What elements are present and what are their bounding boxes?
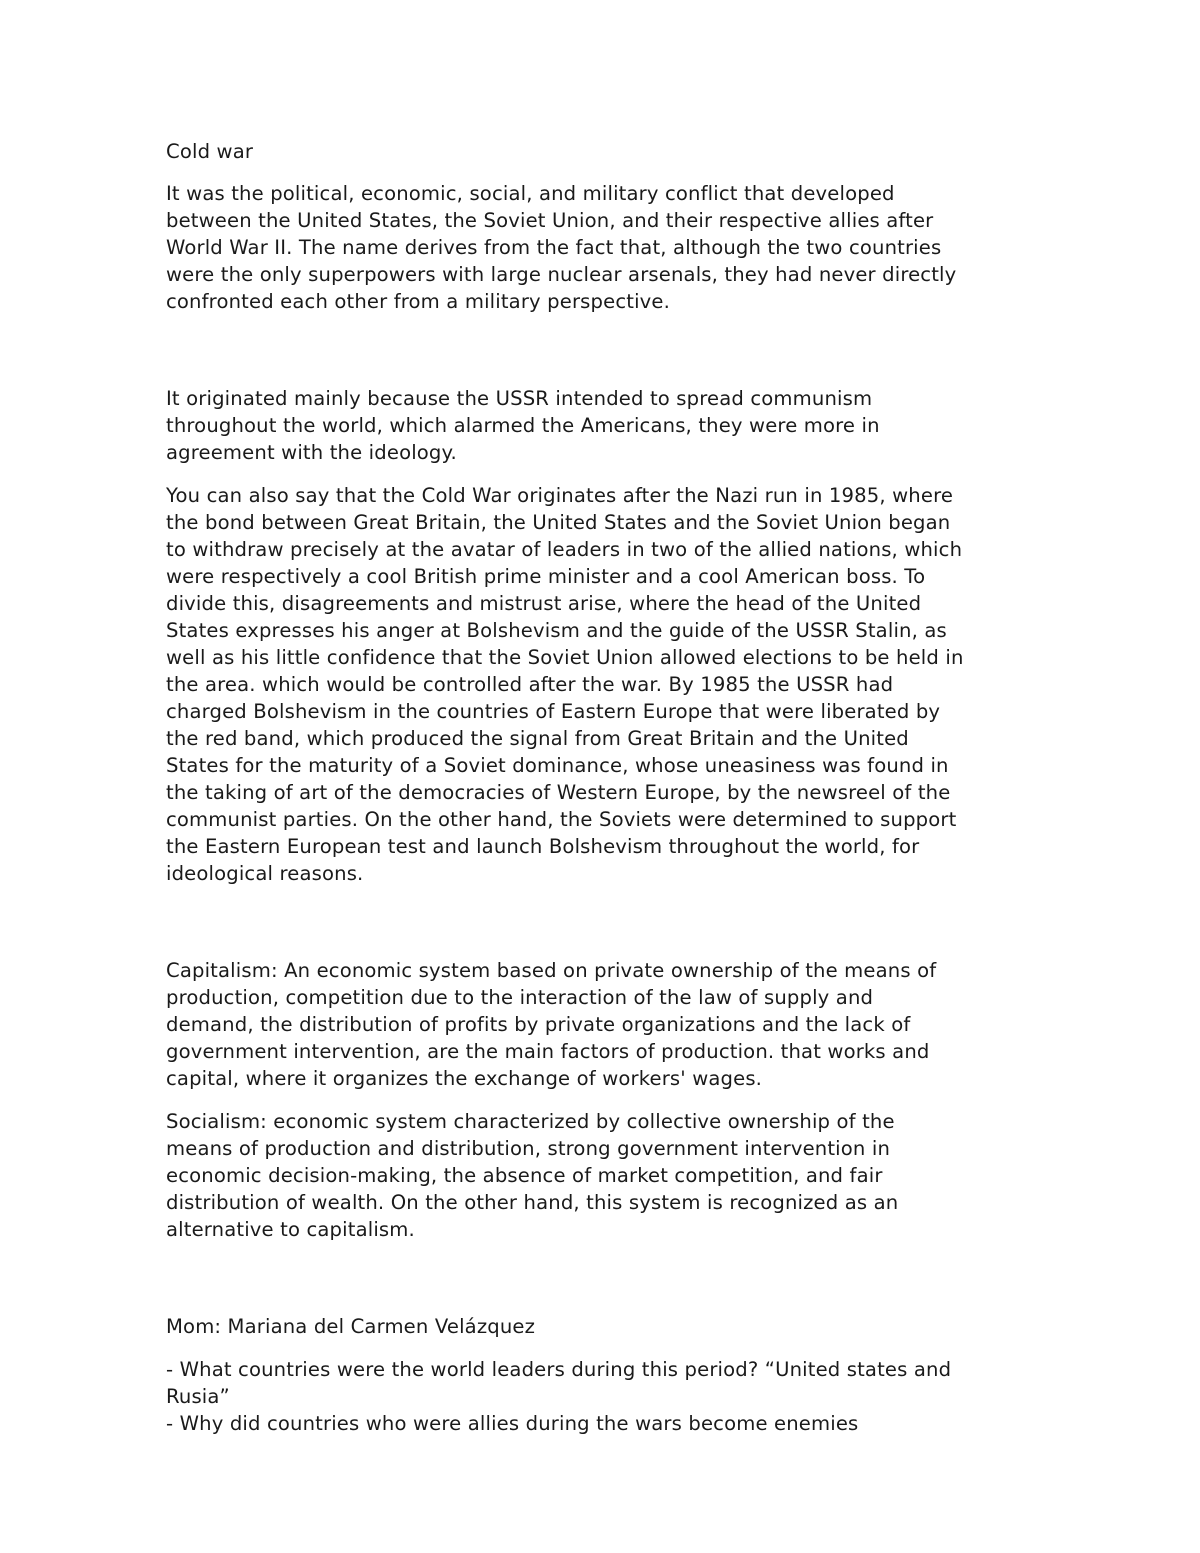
paragraph-line: government intervention, are the main factors of production. that works and <box>166 1040 930 1063</box>
paragraph-line: Socialism: economic system characterized by collective ownership of the <box>166 1110 895 1133</box>
document-title <box>166 138 1046 165</box>
paragraph-line: World War II. The name derives from the fact that, although the two countries <box>166 236 942 259</box>
paragraph-line: were respectively a cool British prime minister and a cool American boss. To <box>166 565 926 588</box>
paragraph-line: charged Bolshevism in the countries of Eastern Europe that were liberated by <box>166 700 941 723</box>
paragraph-line: the Eastern European test and launch Bolshevism throughout the world, for <box>166 835 920 858</box>
paragraph-line: divide this, disagreements and mistrust arise, where the head of the United <box>166 592 922 615</box>
paragraph-line: throughout the world, which alarmed the Americans, they were more in <box>166 414 880 437</box>
paragraph-line: States for the maturity of a Soviet dominance, whose uneasiness was found in <box>166 754 949 777</box>
paragraph-line: were the only superpowers with large nuclear arsenals, they had never directly <box>166 263 957 286</box>
paragraph-line: the red band, which produced the signal from Great Britain and the United <box>166 727 909 750</box>
paragraph-definition <box>166 180 1046 315</box>
paragraph-line: It was the political, economic, social, and military conflict that developed <box>166 182 895 205</box>
paragraph-line: well as his little confidence that the Soviet Union allowed elections to be held in <box>166 646 964 669</box>
paragraph-line: alternative to capitalism. <box>166 1218 415 1241</box>
paragraph-line: confronted each other from a military perspective. <box>166 290 670 313</box>
paragraph-line: the area. which would be controlled after the war. By 1985 the USSR had <box>166 673 894 696</box>
paragraph-line: States expresses his anger at Bolshevism and the guide of the USSR Stalin, as <box>166 619 947 642</box>
paragraph-line: You can also say that the Cold War originates after the Nazi run in 1985, where <box>166 484 954 507</box>
paragraph-socialism <box>166 1108 1046 1243</box>
paragraph-line: the bond between Great Britain, the United States and the Soviet Union began <box>166 511 951 534</box>
paragraph-capitalism <box>166 957 1046 1092</box>
paragraph-line: distribution of wealth. On the other hand, this system is recognized as an <box>166 1191 899 1214</box>
paragraph-line: communist parties. On the other hand, the Soviets were determined to support <box>166 808 957 831</box>
paragraph-interviewee <box>166 1313 1046 1340</box>
paragraph-line: capital, where it organizes the exchange of workers' wages. <box>166 1067 763 1090</box>
paragraph-line: Capitalism: An economic system based on private ownership of the means of <box>166 959 937 982</box>
paragraph-line: agreement with the ideology. <box>166 441 457 464</box>
document-body <box>166 138 1046 1453</box>
question-line: - What countries were the world leaders during this period? “United states and <box>166 1358 952 1381</box>
paragraph-line: economic decision-making, the absence of market competition, and fair <box>166 1164 883 1187</box>
paragraph-line: to withdraw precisely at the avatar of leaders in two of the allied nations, which <box>166 538 963 561</box>
paragraph-line: demand, the distribution of profits by private organizations and the lack of <box>166 1013 911 1036</box>
paragraph-line: It originated mainly because the USSR intended to spread communism <box>166 387 873 410</box>
paragraph-line: ideological reasons. <box>166 862 364 885</box>
question-line: - Why did countries who were allies during the wars become enemies <box>166 1412 859 1435</box>
paragraph-line: the taking of art of the democracies of Western Europe, by the newsreel of the <box>166 781 951 804</box>
paragraph-line: between the United States, the Soviet Union, and their respective allies after <box>166 209 934 232</box>
paragraph-line: production, competition due to the interaction of the law of supply and <box>166 986 874 1009</box>
paragraph-history <box>166 482 1046 887</box>
paragraph-line: means of production and distribution, strong government intervention in <box>166 1137 891 1160</box>
paragraph-questions <box>166 1356 1046 1437</box>
question-line: Rusia” <box>166 1385 230 1408</box>
title-text: Cold war <box>166 140 254 163</box>
paragraph-origin <box>166 385 1046 466</box>
paragraph-line: Mom: Mariana del Carmen Velázquez <box>166 1315 536 1338</box>
